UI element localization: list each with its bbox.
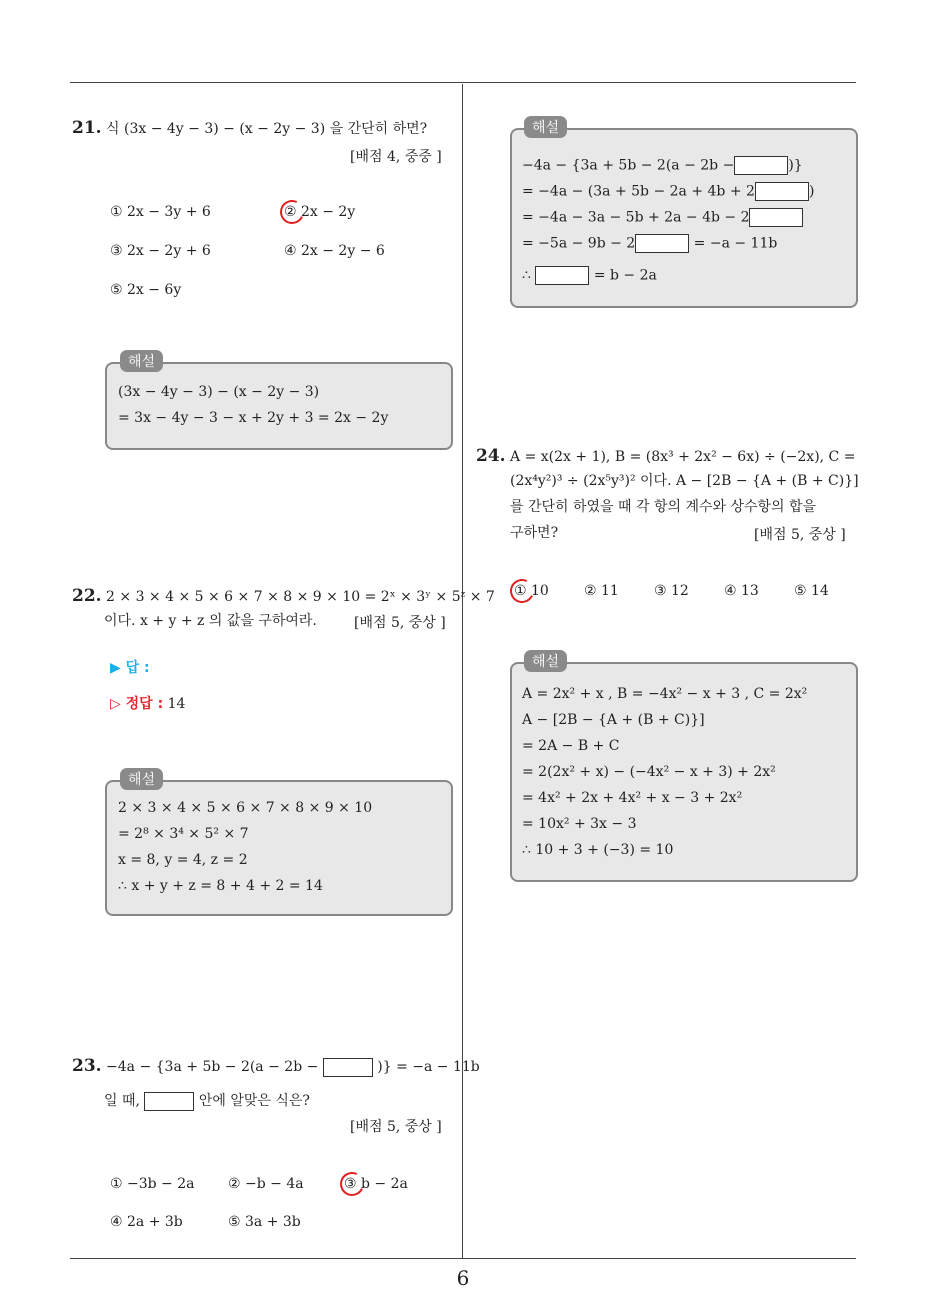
question-text-line2 <box>104 1088 310 1114</box>
correct-answer-value: 14 <box>167 696 186 712</box>
question-number: 22. <box>72 586 102 606</box>
solution-box <box>105 362 453 450</box>
question-21 <box>72 116 452 142</box>
question-23 <box>72 1054 480 1080</box>
answer-circle-mark <box>507 576 538 607</box>
points-label: [배점 5, 중상 ] <box>350 1119 442 1135</box>
question-number: 21. <box>72 118 102 138</box>
column-divider <box>462 84 463 1258</box>
top-rule <box>70 82 856 83</box>
page-number: 6 <box>456 1266 470 1290</box>
solution-line <box>522 266 657 285</box>
answer-blank-box <box>734 156 788 175</box>
question-text-part2: )} = −a − 11b <box>377 1059 480 1075</box>
text-segment: −4a − {3a + 5b − 2(a − 2b − <box>522 157 735 174</box>
option-5[interactable]: ⑤ 3a + 3b <box>228 1214 301 1230</box>
option-2[interactable]: ② 2x − 2y <box>284 204 356 220</box>
solution-line: ∴ x + y + z = 8 + 4 + 2 = 14 <box>118 878 323 894</box>
option-4[interactable]: ④ 2a + 3b <box>110 1214 183 1230</box>
option-1[interactable]: ① 10 <box>514 583 549 599</box>
solution-line: x = 8, y = 4, z = 2 <box>118 852 248 868</box>
solution-tag: 해설 <box>524 650 567 672</box>
option-5[interactable]: ⑤ 14 <box>794 583 829 599</box>
question-24 <box>476 444 855 470</box>
solution-line <box>522 182 814 201</box>
solution-line: A = 2x² + x , B = −4x² − x + 3 , C = 2x² <box>522 686 808 702</box>
points-label: [배점 5, 중상 ] <box>754 527 846 543</box>
answer-circle-mark <box>277 197 308 228</box>
question-text-line2: (2x⁴y²)³ ÷ (2x⁵y³)² 이다. A − [2B − {A + (B + C)}] <box>510 473 859 489</box>
answer-blank-box <box>749 208 803 227</box>
question-22 <box>72 584 495 610</box>
correct-answer-row <box>110 693 185 713</box>
question-number: 23. <box>72 1056 102 1076</box>
solution-line: = 4x² + 2x + 4x² + x − 3 + 2x² <box>522 790 743 806</box>
solution-line: (3x − 4y − 3) − (x − 2y − 3) <box>118 384 320 400</box>
points-label: [배점 4, 중중 ] <box>350 149 442 165</box>
question-text: 2 × 3 × 4 × 5 × 6 × 7 × 8 × 9 × 10 = 2ˣ × 3ʸ × 5ᶻ × 7 <box>106 589 495 605</box>
solution-line: = 2(2x² + x) − (−4x² − x + 3) + 2x² <box>522 764 776 780</box>
question-text-line3: 를 간단히 하였을 때 각 항의 계수와 상수항의 합을 <box>510 499 817 515</box>
solution-line: 2 × 3 × 4 × 5 × 6 × 7 × 8 × 9 × 10 <box>118 800 373 816</box>
answer-blank-box <box>755 182 809 201</box>
points-label: [배점 5, 중상 ] <box>354 615 446 631</box>
question-text: 식 (3x − 4y − 3) − (x − 2y − 3) 을 간단히 하면? <box>106 121 428 137</box>
question-text-line1: A = x(2x + 1), B = (8x³ + 2x² − 6x) ÷ (−2x), C = <box>510 449 856 465</box>
text-segment: = −5a − 9b − 2 <box>522 235 636 252</box>
answer-blank-box <box>635 234 689 253</box>
option-3[interactable]: ③ b − 2a <box>344 1176 408 1192</box>
solution-line: A − [2B − {A + (B + C)}] <box>522 712 705 728</box>
answer-blank-box <box>323 1058 373 1077</box>
solution-tag: 해설 <box>120 768 163 790</box>
solution-line: = 2⁸ × 3⁴ × 5² × 7 <box>118 826 249 842</box>
solution-line: = 10x² + 3x − 3 <box>522 816 637 832</box>
text-segment: 안에 알맞은 식은? <box>198 1093 310 1109</box>
text-segment: = −4a − (3a + 5b − 2a + 4b + 2 <box>522 183 755 200</box>
solution-line <box>522 156 803 175</box>
option-4[interactable]: ④ 13 <box>724 583 759 599</box>
question-text-line2: 이다. x + y + z 의 값을 구하여라. <box>104 613 317 629</box>
text-segment: = −4a − 3a − 5b + 2a − 4b − 2 <box>522 209 750 226</box>
question-number: 24. <box>476 446 506 466</box>
text-segment: = b − 2a <box>593 267 657 284</box>
answer-blank-box <box>535 266 589 285</box>
option-3[interactable]: ③ 2x − 2y + 6 <box>110 243 211 259</box>
option-1[interactable]: ① −3b − 2a <box>110 1176 195 1192</box>
text-segment: )} <box>788 157 803 174</box>
solution-line: = 2A − B + C <box>522 738 620 754</box>
option-3[interactable]: ③ 12 <box>654 583 689 599</box>
solution-tag: 해설 <box>120 350 163 372</box>
answer-circle-mark <box>337 1169 368 1200</box>
option-2[interactable]: ② 11 <box>584 583 619 599</box>
solution-line: = 3x − 4y − 3 − x + 2y + 3 = 2x − 2y <box>118 410 389 426</box>
bottom-rule <box>70 1258 856 1259</box>
solution-tag: 해설 <box>524 116 567 138</box>
solution-line: ∴ 10 + 3 + (−3) = 10 <box>522 842 674 858</box>
option-2[interactable]: ② −b − 4a <box>228 1176 304 1192</box>
text-segment: = −a − 11b <box>693 235 778 252</box>
text-segment: ) <box>808 183 815 200</box>
solution-line <box>522 234 777 253</box>
option-1[interactable]: ① 2x − 3y + 6 <box>110 204 211 220</box>
correct-answer-label: ▷ 정답 : <box>110 696 164 712</box>
answer-label: ▶ 답 : <box>110 660 150 676</box>
question-text-part1: −4a − {3a + 5b − 2(a − 2b − <box>106 1059 319 1075</box>
text-segment: ∴ <box>522 267 531 284</box>
solution-line <box>522 208 803 227</box>
option-4[interactable]: ④ 2x − 2y − 6 <box>284 243 385 259</box>
text-segment: 일 때, <box>104 1093 140 1109</box>
answer-blank-box <box>144 1092 194 1111</box>
question-text-line4: 구하면? <box>510 525 559 541</box>
option-5[interactable]: ⑤ 2x − 6y <box>110 282 182 298</box>
